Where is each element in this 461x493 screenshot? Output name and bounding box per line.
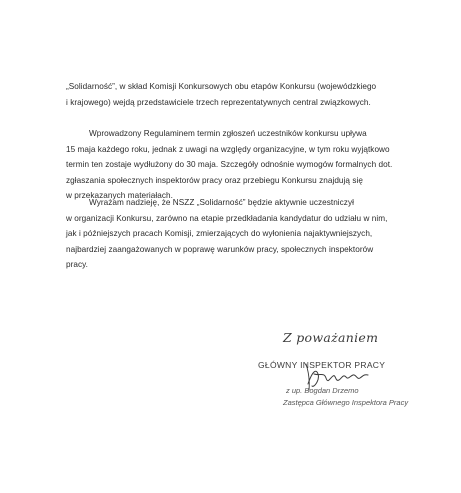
stamp-signatory-role: Zastępca Głównego Inspektora Pracy xyxy=(283,398,409,407)
stamp-signatory-name: z up. Bogdan Drzemo xyxy=(286,386,359,395)
stamp-title: GŁÓWNY INSPEKTOR PRACY xyxy=(258,360,386,370)
paragraph-1 xyxy=(66,79,444,110)
handwritten-signature xyxy=(302,360,372,396)
paragraph-3-line-4: najbardziej zaangażowanych w poprawę warunków pracy, społecznych inspektorów xyxy=(66,244,374,254)
paragraph-2-line-1: Wprowadzony Regulaminem termin zgłoszeń uczestników konkursu upływa xyxy=(89,129,367,138)
paragraph-2-line-4: zgłaszania społecznych inspektorów pracy oraz przebiegu Konkursu znajdują się xyxy=(66,175,363,185)
paragraph-3-line-3: jak i późniejszych pracach Komisji, zmierzających do wyłonienia najaktywniejszych, xyxy=(66,229,373,238)
paragraph-3-line-2: w organizacji Konkursu, zarówno na etapie przedkładania kandydatur do udziału w nim, xyxy=(66,213,388,223)
paragraph-2-line-5: w przekazanych materiałach. xyxy=(66,191,173,200)
paragraph-3-line-1: Wyrażam nadzieję, że NSZZ „Solidarność” będzie aktywnie uczestniczył xyxy=(89,198,354,207)
paragraph-3 xyxy=(66,195,444,273)
paragraph-2 xyxy=(66,126,444,204)
paragraph-2-line-2: 15 maja każdego roku, jednak z uwagi na względy organizacyjne, w tym roku wyjątkowo xyxy=(66,144,390,154)
paragraph-1-line-1: „Solidarność”, w skład Komisji Konkursowych obu etapów Konkursu (wojewódzkiego xyxy=(66,82,377,91)
closing-greeting: Z poważaniem xyxy=(283,330,379,345)
paragraph-1-line-2: i krajowego) wejdą przedstawiciele trzech reprezentatywnych central związkowych. xyxy=(66,97,371,107)
paragraph-3-line-5: pracy. xyxy=(66,260,88,269)
paragraph-2-line-3: termin ten zostaje wydłużony do 30 maja. Szczegóły odnośnie wymogów formalnych dot. xyxy=(66,160,393,169)
